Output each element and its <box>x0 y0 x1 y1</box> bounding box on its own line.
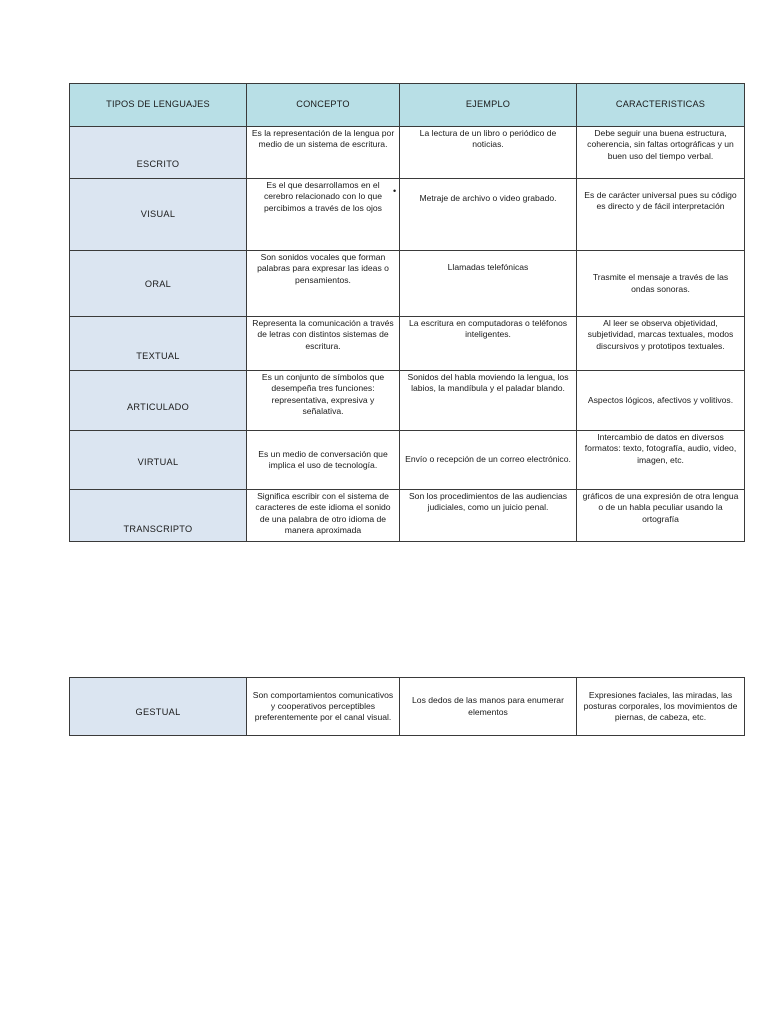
type-cell: TRANSCRIPTO <box>70 490 247 542</box>
features-cell: gráficos de una expresión de otra lengua o de un habla peculiar usando la ortografía <box>577 490 745 542</box>
table-row <box>70 251 745 317</box>
type-cell: TEXTUAL <box>70 317 247 371</box>
bullet-mark: • <box>393 186 397 196</box>
example-cell: Son los procedimientos de las audiencias judiciales, como un juicio penal. <box>400 490 577 542</box>
header-concept: CONCEPTO <box>247 84 400 127</box>
header-types: TIPOS DE LENGUAJES <box>70 84 247 127</box>
concept-cell: Significa escribir con el sistema de caracteres de este idioma el sonido de una palabra de otro idioma de manera aproximada <box>247 490 400 542</box>
type-cell: ARTICULADO <box>70 371 247 431</box>
features-cell: Intercambio de datos en diversos formatos: texto, fotografía, audio, video, imagen, etc. <box>577 431 745 490</box>
type-cell: ESCRITO <box>70 127 247 179</box>
table-row <box>70 127 745 179</box>
example-cell: La lectura de un libro o periódico de noticias. <box>400 127 577 179</box>
table-row <box>70 490 745 542</box>
example-cell: Los dedos de las manos para enumerar elementos <box>400 678 577 736</box>
header-features: CARACTERISTICAS <box>577 84 745 127</box>
gestural-language-table <box>69 677 745 736</box>
concept-cell: Es la representación de la lengua por medio de un sistema de escritura. <box>247 127 400 179</box>
example-cell: La escritura en computadoras o teléfonos inteligentes. <box>400 317 577 371</box>
type-cell: ORAL <box>70 251 247 317</box>
table-row <box>70 431 745 490</box>
example-cell: Metraje de archivo o video grabado. <box>400 179 577 251</box>
table-row <box>70 179 745 251</box>
table-row <box>70 678 745 736</box>
features-cell: Es de carácter universal pues su código es directo y de fácil interpretación <box>577 179 745 251</box>
concept-cell: Es un medio de conversación que implica el uso de tecnología. <box>247 431 400 490</box>
language-types-table <box>69 83 745 542</box>
type-cell: VISUAL <box>70 179 247 251</box>
example-cell: Envío o recepción de un correo electrónico. <box>400 431 577 490</box>
concept-cell: Es un conjunto de símbolos que desempeña tres funciones: representativa, expresiva y señalativa. <box>247 371 400 431</box>
type-cell: GESTUAL <box>70 678 247 736</box>
concept-cell: Representa la comunicación a través de letras con distintos sistemas de escritura. <box>247 317 400 371</box>
table-row <box>70 317 745 371</box>
example-cell: Llamadas telefónicas <box>400 251 577 317</box>
concept-cell: Es el que desarrollamos en el cerebro relacionado con lo que percibimos a través de los ojos <box>247 179 400 251</box>
features-cell: Debe seguir una buena estructura, coherencia, sin faltas ortográficas y un buen uso del tiempo verbal. <box>577 127 745 179</box>
features-cell: Aspectos lógicos, afectivos y volitivos. <box>577 371 745 431</box>
example-cell: Sonidos del habla moviendo la lengua, los labios, la mandíbula y el paladar blando. <box>400 371 577 431</box>
header-example: EJEMPLO <box>400 84 577 127</box>
concept-cell: Son comportamientos comunicativos y cooperativos perceptibles preferentemente por el canal visual. <box>247 678 400 736</box>
table-row <box>70 371 745 431</box>
table-header-row <box>70 84 745 127</box>
features-cell: Al leer se observa objetividad, subjetividad, marcas textuales, modos discursivos y prototipos textuales. <box>577 317 745 371</box>
type-cell: VIRTUAL <box>70 431 247 490</box>
features-cell: Expresiones faciales, las miradas, las posturas corporales, los movimientos de piernas, de cabeza, etc. <box>577 678 745 736</box>
features-cell: Trasmite el mensaje a través de las ondas sonoras. <box>577 251 745 317</box>
concept-cell: Son sonidos vocales que forman palabras para expresar las ideas o pensamientos. <box>247 251 400 317</box>
